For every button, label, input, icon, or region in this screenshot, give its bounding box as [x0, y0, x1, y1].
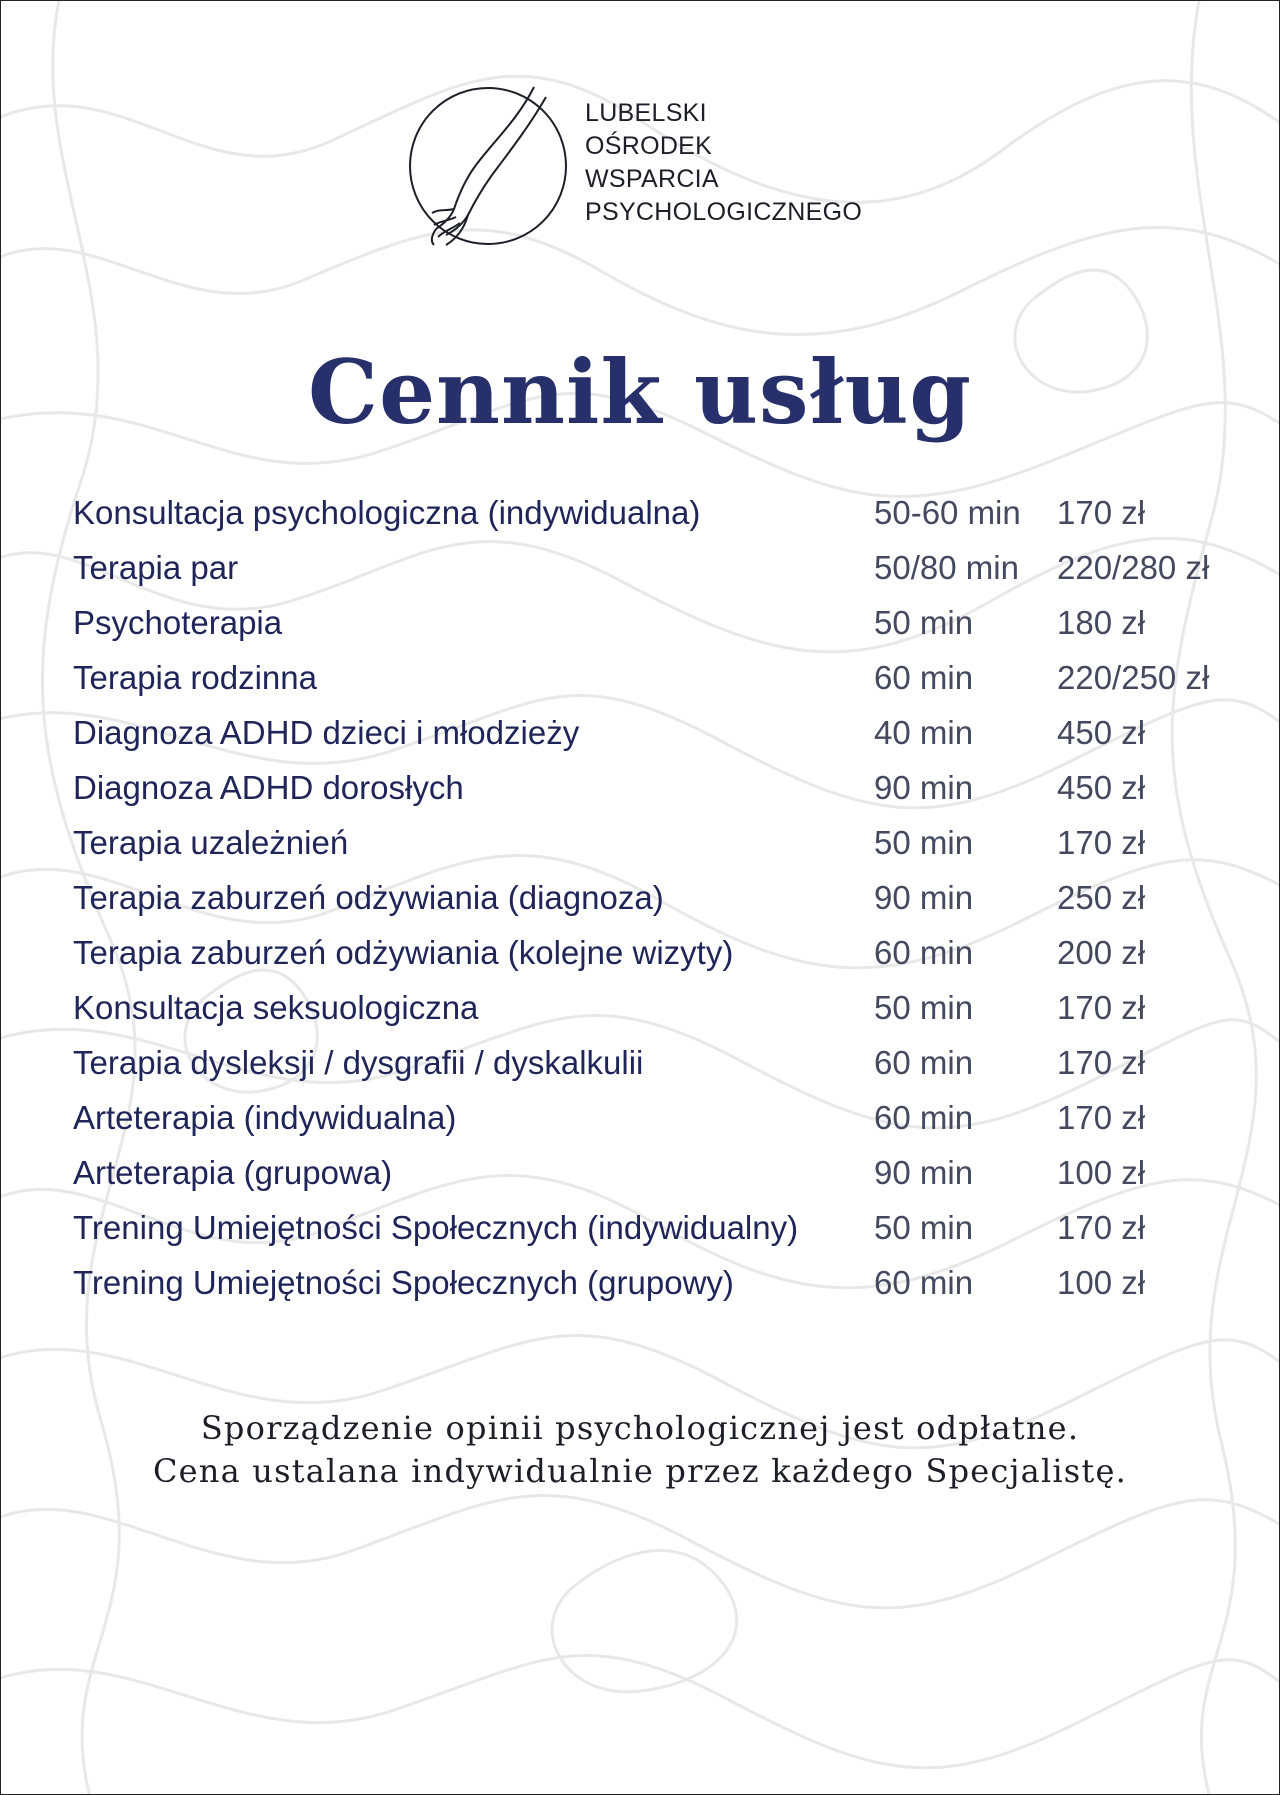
service-duration: 60 min	[874, 933, 974, 971]
service-name: Trening Umiejętności Społecznych (grupowy)	[73, 1263, 734, 1301]
service-duration: 50 min	[874, 823, 974, 861]
price-row	[73, 870, 1273, 925]
service-price: 170 zł	[1057, 1208, 1146, 1246]
service-name: Arteterapia (indywidualna)	[73, 1098, 457, 1136]
service-name: Terapia zaburzeń odżywiania (kolejne wizyty)	[73, 933, 734, 971]
price-row	[73, 650, 1273, 705]
service-price: 100 zł	[1057, 1153, 1146, 1191]
service-name: Terapia dysleksji / dysgrafii / dyskalkulii	[73, 1043, 644, 1081]
service-price: 170 zł	[1057, 1098, 1146, 1136]
service-duration: 50-60 min	[874, 493, 1021, 531]
price-row	[73, 760, 1273, 815]
service-price: 170 zł	[1057, 823, 1146, 861]
service-price: 100 zł	[1057, 1263, 1146, 1301]
organization-name-line: OŚRODEK	[585, 132, 713, 160]
organization-name-line: PSYCHOLOGICZNEGO	[585, 198, 863, 226]
price-row	[73, 540, 1273, 595]
pricing-note-line: Cena ustalana indywidualnie przez każdego Specjalistę.	[152, 1452, 1128, 1490]
price-row	[73, 1145, 1273, 1200]
service-duration: 90 min	[874, 1153, 974, 1191]
service-duration: 50 min	[874, 1208, 974, 1246]
service-price: 450 zł	[1057, 713, 1146, 751]
price-row	[73, 1200, 1273, 1255]
service-price: 450 zł	[1057, 768, 1146, 806]
service-name: Diagnoza ADHD dorosłych	[73, 768, 464, 806]
price-row	[73, 485, 1273, 540]
organization-name	[585, 97, 862, 229]
service-duration: 90 min	[874, 878, 974, 916]
page-title: Cennik usług	[308, 340, 972, 444]
service-price: 250 zł	[1057, 878, 1146, 916]
price-row	[73, 925, 1273, 980]
service-name: Terapia zaburzeń odżywiania (diagnoza)	[73, 878, 664, 916]
price-row	[73, 1090, 1273, 1145]
service-name: Terapia par	[73, 548, 239, 586]
service-price: 180 zł	[1057, 603, 1146, 641]
service-name: Terapia uzależnień	[73, 823, 349, 861]
pricing-note-line: Sporządzenie opinii psychologicznej jest odpłatne.	[200, 1409, 1080, 1447]
service-price: 200 zł	[1057, 933, 1146, 971]
price-row	[73, 980, 1273, 1035]
service-duration: 50 min	[874, 988, 974, 1026]
service-price: 220/250 zł	[1057, 658, 1210, 696]
service-name: Konsultacja psychologiczna (indywidualna)	[73, 493, 701, 531]
service-duration: 40 min	[874, 713, 974, 751]
price-row	[73, 595, 1273, 650]
price-row	[73, 815, 1273, 870]
service-name: Trening Umiejętności Społecznych (indywidualny)	[73, 1208, 799, 1246]
service-duration: 90 min	[874, 768, 974, 806]
service-price: 170 zł	[1057, 988, 1146, 1026]
service-duration: 60 min	[874, 1098, 974, 1136]
service-price: 170 zł	[1057, 1043, 1146, 1081]
service-price: 220/280 zł	[1057, 548, 1210, 586]
service-name: Konsultacja seksuologiczna	[73, 988, 479, 1026]
pricing-note	[1, 1407, 1279, 1493]
service-name: Arteterapia (grupowa)	[73, 1153, 393, 1191]
price-list	[73, 485, 1273, 1310]
service-name: Terapia rodzinna	[73, 658, 317, 696]
organization-name-line: LUBELSKI	[585, 99, 707, 127]
service-name: Psychoterapia	[73, 603, 283, 641]
price-row	[73, 705, 1273, 760]
service-duration: 60 min	[874, 658, 974, 696]
service-duration: 60 min	[874, 1043, 974, 1081]
hand-circle-icon	[406, 79, 576, 251]
service-duration: 60 min	[874, 1263, 974, 1301]
price-row	[73, 1035, 1273, 1090]
service-price: 170 zł	[1057, 493, 1146, 531]
organization-name-line: WSPARCIA	[585, 165, 719, 193]
price-row	[73, 1255, 1273, 1310]
service-duration: 50 min	[874, 603, 974, 641]
service-duration: 50/80 min	[874, 548, 1019, 586]
service-name: Diagnoza ADHD dzieci i młodzieży	[73, 713, 580, 751]
